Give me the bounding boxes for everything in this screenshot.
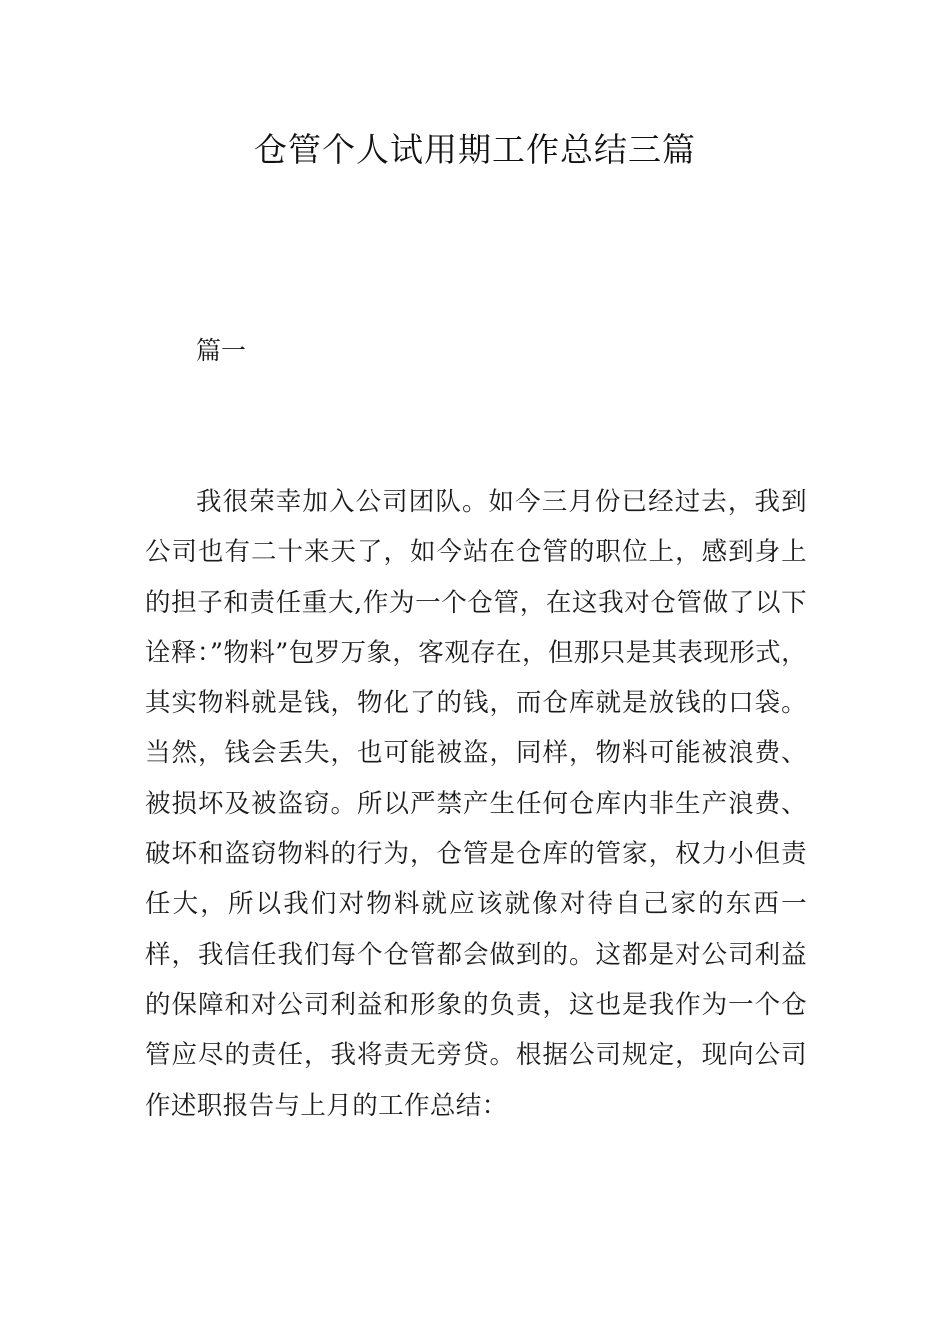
- section-heading: 篇一: [196, 336, 247, 365]
- document-title: 仓管个人试用期工作总结三篇: [254, 130, 696, 169]
- body-paragraph: 我很荣幸加入公司团队。如今三月份已经过去，我到公司也有二十来天了，如今站在仓管的职位上，感到身上的担子和责任重大,作为一个仓管，在这我对仓管做了以下诠释：”物料”包罗万象，客观存在，但那只是其表现形式，其实物料就是钱，物化了的钱，而仓库就是放钱的口袋。当然，钱会丢失，也可能被盗，同样，物料可能被浪费、被损坏及被盗窃。所以严禁产生任何仓库内非生产浪费、破坏和盗窃物料的行为，仓管是仓库的管家，权力小但责任大，所以我们对物料就应该就像对待自己家的东西一样，我信任我们每个仓管都会做到的。这都是对公司利益的保障和对公司利益和形象的负责，这也是我作为一个仓管应尽的责任，我将责无旁贷。根据公司规定，现向公司作述职报告与上月的工作总结：: [145, 487, 807, 1121]
